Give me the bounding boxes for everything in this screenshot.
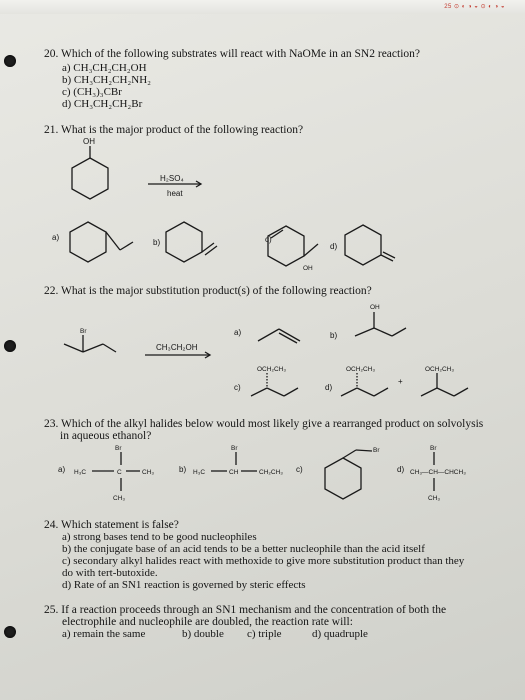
page-code: 25 ⊙ ◐ ◑ ◒ ⊙ ◐ ◑ ◒ [444,4,505,10]
q24-option-c-continued: do with tert-butoxide. [62,567,158,579]
q25-option-a[interactable]: a) remain the same [62,628,146,640]
q21-label-a[interactable]: a) [52,233,60,242]
q24-option-d[interactable]: d) Rate of an SN1 reaction is governed by steric effects [62,579,306,591]
q23-d-chain: CH₃—CH—CHCH₃ [410,469,466,476]
q21-reagent: H₂SO₄ [160,174,184,183]
q24-stem: 24. Which statement is false? [44,519,179,531]
q22-option-d-group-1: OCH₂CH₃ [346,366,376,373]
q22-label-b[interactable]: b) [330,331,338,340]
q23-label-d[interactable]: d) [397,465,405,474]
q25-option-c[interactable]: c) triple [247,628,282,640]
q23-label-b[interactable]: b) [179,465,187,474]
q22-stem: 22. What is the major substitution product(s) of the following reaction? [44,285,372,297]
q23-a-right-group: CH₃ [142,469,155,476]
q23-label-a[interactable]: a) [58,465,66,474]
q22-option-d-group-2: OCH₂CH₃ [425,366,455,373]
q21-stem: 21. What is the major product of the following reaction? [44,124,304,136]
q23-a-left-group: H₃C [74,469,87,476]
q21-label-d[interactable]: d) [330,242,338,251]
q25-option-d[interactable]: d) quadruple [312,628,368,640]
q23-b-right-group: CH₂CH₃ [259,469,283,476]
q20-stem: 20. Which of the following substrates will react with NaOMe in an SN2 reaction? [44,48,421,60]
q23-a-bottom-group: CH₃ [113,495,126,502]
q23-a-center-carbon: C [117,469,122,476]
q22-reactant-br: Br [80,328,87,335]
q21-label-b[interactable]: b) [153,238,161,247]
q22-plus-sign: + [398,377,403,386]
q22-option-b-oh: OH [370,304,380,311]
q23-label-c[interactable]: c) [296,465,303,474]
q24-option-a[interactable]: a) strong bases tend to be good nucleophiles [62,531,257,543]
q22-label-a[interactable]: a) [234,328,242,337]
q22-label-c[interactable]: c) [234,383,241,392]
q23-c-br: Br [373,447,380,454]
q23-d-bottom-group: CH₃ [428,495,441,502]
q24-option-c[interactable]: c) secondary alkyl halides react with methoxide to give more substitution product than they [62,555,465,567]
q20-option-a[interactable]: a) CH₃CH₂CH₂OH [62,62,147,74]
q25-stem-line-1: 25. If a reaction proceeds through an SN1 mechanism and the concentration of both the [44,604,447,616]
q21-label-c[interactable]: c) [265,235,272,244]
q23-b-center-ch: CH [229,469,239,476]
q21-condition: heat [167,189,183,198]
q23-b-br: Br [231,445,238,452]
q20-option-d[interactable]: d) CH₃CH₂CH₂Br [62,98,143,110]
q23-stem-line-2: in aqueous ethanol? [60,430,152,442]
q23-a-br: Br [115,445,122,452]
q21-reactant-oh: OH [83,137,95,146]
q23-d-br: Br [430,445,437,452]
q20-option-c[interactable]: c) (CH₃)₃CBr [62,86,122,98]
q22-label-d[interactable]: d) [325,383,333,392]
q25-stem-line-2: electrophile and nucleophile are doubled, the reaction rate will: [62,616,353,628]
q21-option-c-oh: OH [303,265,313,272]
q22-reagent: CH₃CH₂OH [156,343,198,352]
q23-stem-line-1: 23. Which of the alkyl halides below would most likely give a rearranged product on solvolysis [44,418,484,430]
q22-option-c-group-1: OCH₂CH₃ [257,366,287,373]
q24-option-b[interactable]: b) the conjugate base of an acid tends to be a better nucleophile than the acid itself [62,543,425,555]
q20-option-b[interactable]: b) CH₃CH₂CH₂NH₂ [62,74,151,86]
q23-b-left-group: H₃C [193,469,206,476]
q25-option-b[interactable]: b) double [182,628,224,640]
